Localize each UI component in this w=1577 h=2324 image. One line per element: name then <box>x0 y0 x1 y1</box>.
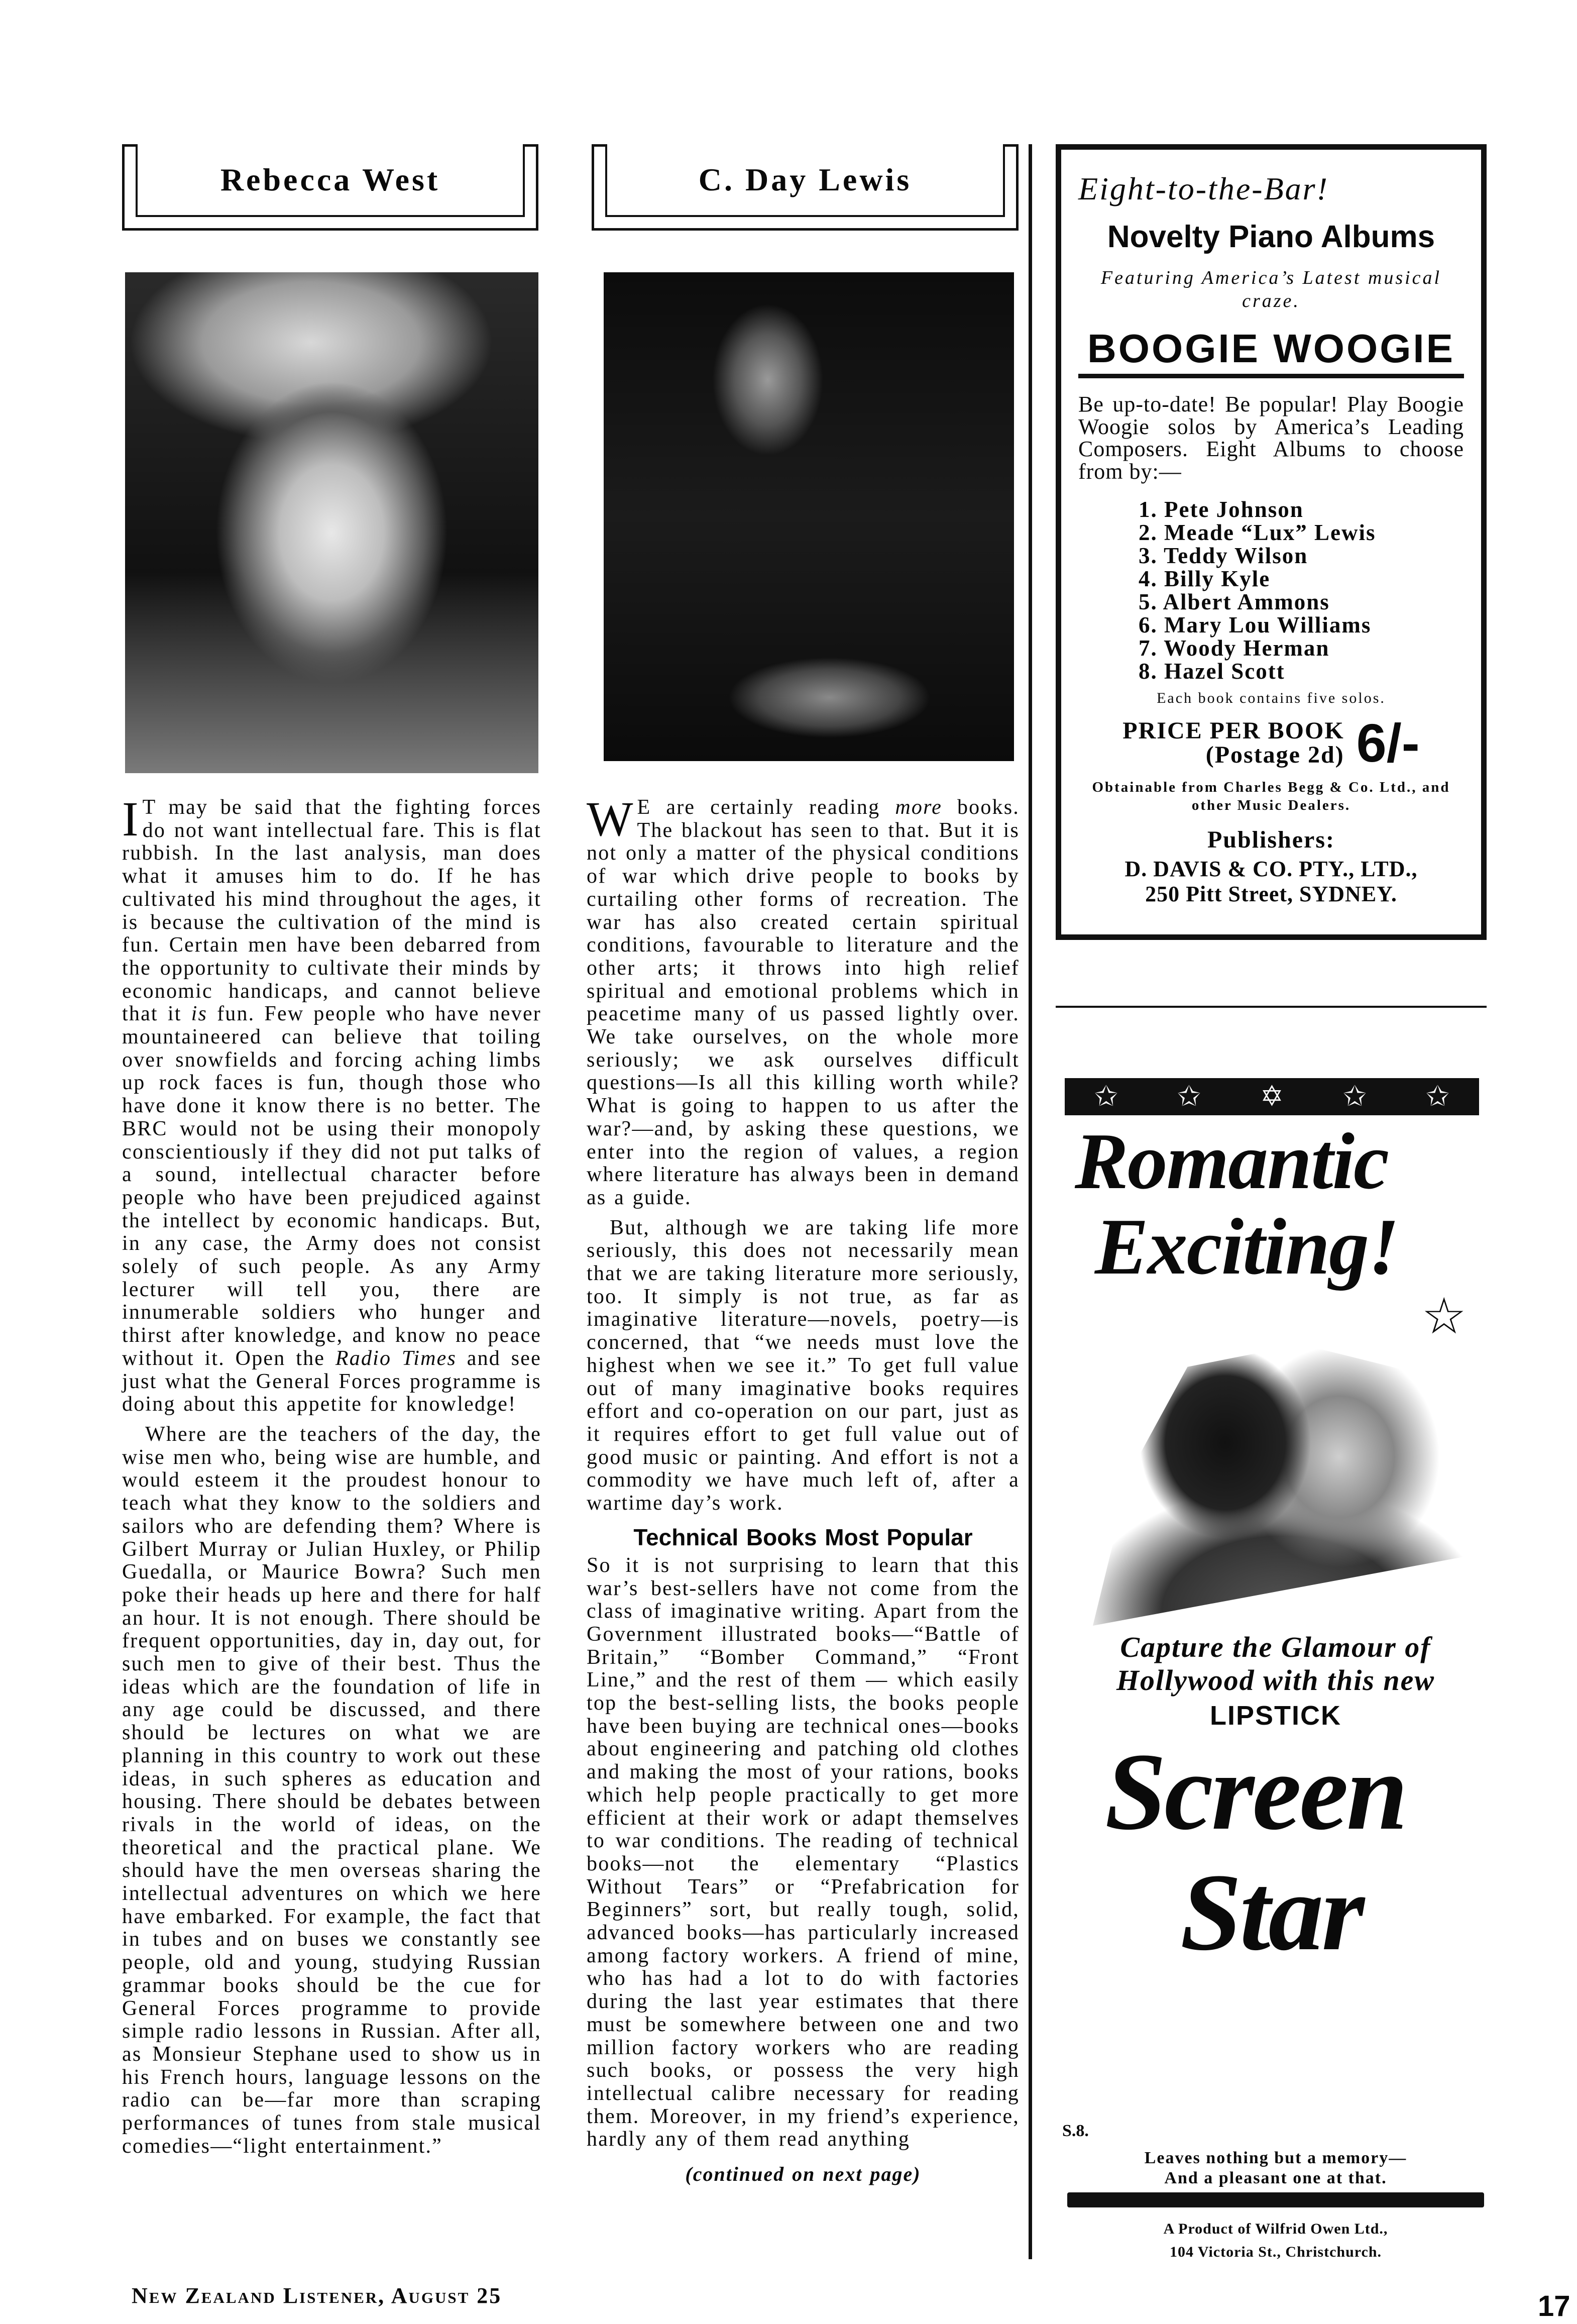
price-label: PRICE PER BOOK <box>1122 717 1344 744</box>
postage: (Postage 2d) <box>1205 742 1344 768</box>
article-body-continued <box>587 1554 1020 2151</box>
paragraph <box>587 792 1020 1210</box>
column-divider <box>1029 144 1032 2259</box>
drop-cap: W <box>587 792 633 847</box>
publication-footer: New Zealand Listener, August 25 <box>132 2283 502 2308</box>
italic-text: is <box>191 1002 208 1026</box>
paragraph <box>587 1217 1020 1515</box>
article-body <box>122 792 541 2158</box>
article-column-c-day-lewis <box>587 792 1020 2186</box>
ad-each-book: Each book contains five solos. <box>1157 690 1386 706</box>
text-run: But, although we are taking life more seriously, this does not necessarily mean that we are taking literature more seriously, too. It simply is not true, as far as imaginative literature—novels, poetry—is concerned, that “we needs must love the highest when we see it.” To get full value out of many imaginative books requires effort and co-operation on our part, just as it requires effort to get full value out of good music or painting. And effort is not a commodity we have much left of, after a wartime day’s work. <box>587 1216 1020 1515</box>
text-run: E are certainly reading <box>637 796 895 819</box>
album-item: 4. Billy Kyle <box>1139 566 1271 591</box>
italic-text: Radio Times <box>335 1346 457 1370</box>
section-subheading: Technical Books Most Popular <box>633 1524 973 1550</box>
brand-screen: Screen <box>1105 1730 1406 1853</box>
page-number: 17 <box>1538 2290 1570 2322</box>
publisher-name: D. DAVIS & CO. PTY., LTD., <box>1124 857 1418 881</box>
brand-star: Star <box>1180 1851 1363 1973</box>
kissing-couple-photo <box>1093 1344 1472 1626</box>
article-body <box>587 792 1020 1515</box>
author-portrait-photo <box>125 272 538 773</box>
continued-note: (continued on next page) <box>685 2163 921 2186</box>
ad-headline-romantic: Romantic <box>1075 1116 1389 1206</box>
article-column-rebecca-west <box>122 792 541 2158</box>
star-icon: ✩ <box>1426 1081 1449 1112</box>
text-run: So it is not surprising to learn that this war’s best-sellers have not come from the class of imaginative writing. Apart from the Government illustrated books—“Battle of Britain,” “Bomber Command,” “Front Line,” and the rest of them — which easily top the best-selling lists, the books people have been buying are technical ones—books about engineering and patching old clothes and making the most of your rations, books which help people practically to get more efficient at their work or adapt themselves to war conditions. The reading of technical books—not the elementary “Plastics Without Tears” or “Prefabrication for Beginners” sort, but really tough, solid, advanced books—has particularly increased among factory workers. A friend of mine, who has had a lot to do with factories during the last year estimates that there must be somewhere between one and two million factory workers who are reading such books, or possess the very high intellectual calibre necessary for reading them. Moreover, in my friend’s experience, hardly any of them read anything <box>587 1553 1020 2151</box>
album-item: 2. Meade “Lux” Lewis <box>1139 520 1376 545</box>
author-name: C. Day Lewis <box>698 161 912 197</box>
album-item: 5. Albert Ammons <box>1139 589 1330 614</box>
publishers-label: Publishers: <box>1207 826 1335 853</box>
maker-name: A Product of Wilfrid Owen Ltd., <box>1163 2221 1388 2237</box>
ad-maker <box>1067 2217 1484 2264</box>
album-item: 8. Hazel Scott <box>1139 659 1285 684</box>
star-of-david-icon: ✡ <box>1260 1081 1284 1112</box>
text-run: Where are the teachers of the day, the wise men who, being wise are humble, and would esteem it the proudest honour to teach what they know to the soldiers and sailors who are defending them? Where is Gilbert Murray or Julian Huxley, or Philip Guedalla, or Maurice Bowra? Such men poke their heads up here and there for half an hour. It is not enough. There should be frequent opportunities, day in, day out, for such men to give of their best. Thus the ideas which are the foundation of life in any age could be discussed, and there should be lectures on what we are planning in this country to work out these ideas, in such spheres as education and housing. There should be debates between rivals in the world of ideas, on the theoretical and the practical plane. We should have the men overseas sharing the intellectual adventures on which we here have embarked. For example, the fact that in tubes and on buses we constantly see people, old and young, studying Russian grammar books should be the cue for General Forces programme to provide simple radio lessons in Russian. After all, as Monsieur Stephane used to show us in his French hours, language lessons on the radio can be—far more than scraping performances of tunes from stale musical comedies—“light entertainment.” <box>122 1422 541 2158</box>
ad-obtainable: Obtainable from Charles Begg & Co. Ltd., and other Music Dealers. <box>1092 779 1450 813</box>
ad-tagline: Capture the Glamour of Hollywood with this new <box>1116 1631 1435 1697</box>
black-bar <box>1067 2192 1484 2207</box>
album-item: 7. Woody Herman <box>1139 636 1330 661</box>
album-item: 1. Pete Johnson <box>1139 497 1304 522</box>
author-header-rebecca-west <box>122 144 538 231</box>
ad-headline: BOOGIE WOOGIE <box>1087 326 1455 371</box>
star-icon: ✩ <box>1343 1081 1367 1112</box>
maker-address: 104 Victoria St., Christchurch. <box>1169 2244 1382 2260</box>
text-run: books. The blackout has seen to that. But it is not only a matter of the physical conditions of war which drive people to books by curtailing other forms of recreation. The war has also created certain spiritual conditions, favourable to literature and the other arts; it throws into high relief spiritual and emotional problems which in peacetime many of us passed lightly over. We take ourselves, on the whole more seriously; we ask ourselves difficult questions—Is all this killing worth while? What is going to happen to us after the war?—and, by asking these questions, we enter into the region of values, a region where literature has always been in demand as a guide. <box>587 796 1020 1209</box>
star-icon: ☆ <box>1421 1289 1467 1344</box>
drop-cap: I <box>122 792 139 847</box>
price: 6/- <box>1356 712 1420 773</box>
paragraph <box>122 1423 541 2158</box>
author-name: Rebecca West <box>220 161 440 197</box>
publisher-info <box>1078 857 1464 907</box>
advertisement-piano-albums <box>1056 144 1487 940</box>
price-row <box>1078 712 1464 773</box>
publisher-address: 250 Pitt Street, SYDNEY. <box>1145 882 1397 906</box>
author-portrait-photo <box>604 272 1014 761</box>
ad-headline-exciting: Exciting! <box>1095 1202 1399 1291</box>
author-header-c-day-lewis <box>592 144 1019 231</box>
ad-product-type: LIPSTICK <box>1209 1701 1341 1731</box>
paragraph <box>122 792 541 1416</box>
slogan-line: And a pleasant one at that. <box>1164 2169 1387 2187</box>
star-icon: ✩ <box>1177 1081 1201 1112</box>
ad-code: S.8. <box>1062 2122 1089 2140</box>
ad-featuring: Featuring America’s Latest musical craze. <box>1100 267 1442 311</box>
album-item: 3. Teddy Wilson <box>1139 543 1308 568</box>
headline-underline <box>1078 374 1464 378</box>
advertisement-lipstick <box>1065 1118 1487 1972</box>
slogan-line: Leaves nothing but a memory— <box>1144 2149 1407 2167</box>
price-block <box>1122 719 1344 767</box>
ad-slogan <box>1067 2148 1484 2188</box>
star-banner <box>1065 1078 1479 1115</box>
italic-text: more <box>895 796 942 819</box>
ad-title: Novelty Piano Albums <box>1107 220 1435 254</box>
album-list <box>1139 498 1464 683</box>
star-icon: ✩ <box>1094 1081 1118 1112</box>
text-run: T may be said that the fighting forces do not want intellectual fare. This is flat rubbish. In the last analysis, man does what it amuses him to do. If he has cultivated his mind throughout the ages, it is because the cultivation of the mind is fun. Certain men have been debarred from the opportunity to cultivate their minds by economic handicaps, and cannot believe that it <box>122 796 541 1026</box>
text-run: and see just what the General Forces programme is doing about this appetite for knowledge! <box>122 1346 541 1416</box>
ad-kicker: Eight-to-the-Bar! <box>1078 171 1329 206</box>
text-run: fun. Few people who have never mountaineered can believe that toiling over snowfields and forcing aching limbs up rock faces is fun, though those who have done it know there is no better. The BRC would not be using their monopoly conscientiously if they did not put talks of a sound, intellectual character before people who have been prejudiced against the intellect by economic handicaps. But, in any case, the Army does not consist solely of such people. As any Army lecturer will tell you, there are innumerable soldiers who hunger and thirst after knowledge, and know no peace without it. Open the <box>122 1002 541 1370</box>
paragraph <box>587 1554 1020 2151</box>
ad-divider <box>1056 1006 1487 1008</box>
ad-body: Be up-to-date! Be popular! Play Boogie Woogie solos by America’s Leading Composers. Eight Albums to choose from by:— <box>1078 392 1464 484</box>
album-item: 6. Mary Lou Williams <box>1139 612 1372 638</box>
